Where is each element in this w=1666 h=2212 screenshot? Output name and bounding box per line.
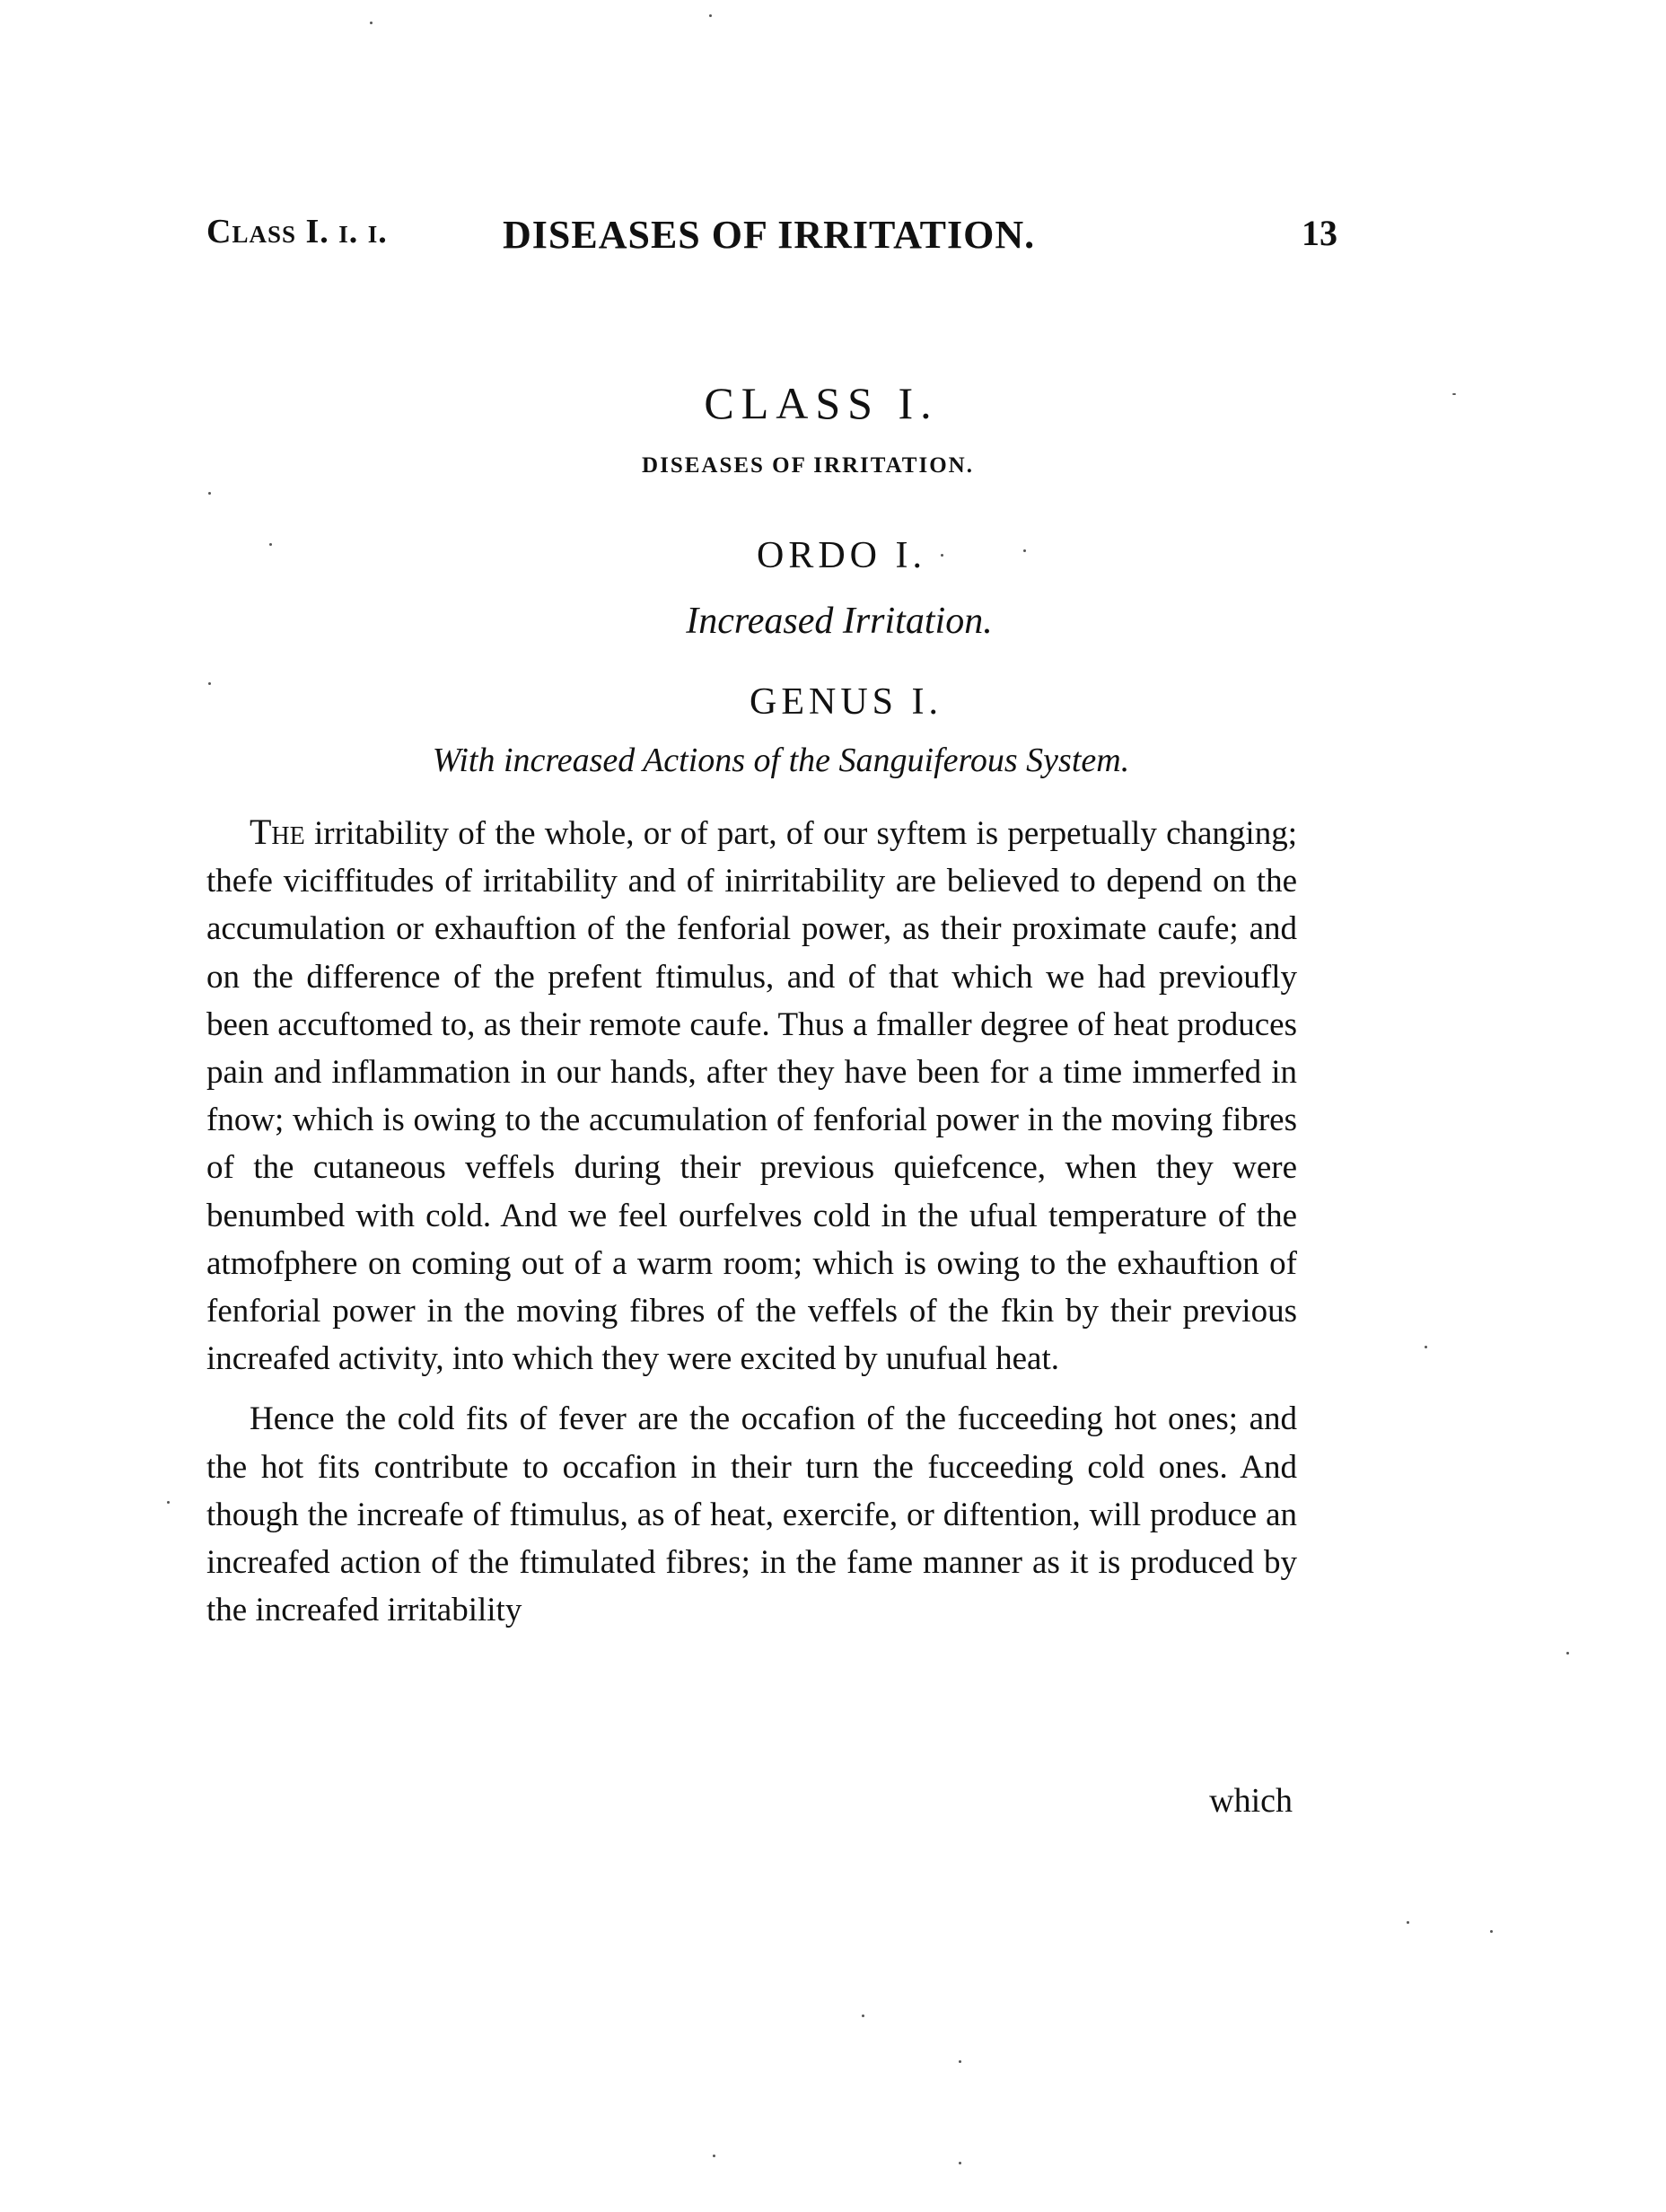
scan-speck [1490, 1930, 1493, 1933]
scan-speck [1023, 549, 1026, 552]
scan-speck [208, 682, 211, 685]
scan-speck [959, 2162, 961, 2164]
scan-speck [713, 2155, 715, 2157]
paragraph [206, 808, 1297, 1382]
catchword: which [1209, 1782, 1293, 1820]
paragraph [206, 1395, 1297, 1634]
scan-speck [1452, 393, 1456, 395]
ordo-heading: ORDO I. [757, 535, 926, 576]
scan-speck [1425, 1346, 1427, 1348]
ordo-subheading: Increased Irritation. [686, 601, 993, 642]
running-head-section: Class I. i. i. [206, 213, 388, 250]
paragraph-text: Hence the cold fits of fever are the occafion of the fucceeding hot ones; and the hot fits contribute to occafion in their turn the fucceeding cold ones. And though the increafe of ftimulus, as of heat, exercife, or diftention, will produce an increafed action of the ftimulated fibres; in the fame manner as it is produced by the increafed irritability [206, 1400, 1297, 1629]
running-head [206, 212, 1337, 266]
scan-speck [862, 2014, 864, 2017]
paragraph-text: irritability of the whole, or of part, of our syftem is perpetually changing; thefe viciffitudes of irritability and of inirritability are believed to depend on the accumulation or exhauftion of the fenforial power, as their proximate caufe; and on the difference of the prefent ftimulus, and of that which we had previoufly been accuftomed to, as their remote caufe. Thus a fmaller degree of heat produces pain and inflammation in our hands, after they have been for a time immerfed in fnow; which is owing to the accumulation of fenforial power in the moving fibres of the cutaneous veffels during their previous quiefcence, when they were benumbed with cold. And we feel ourfelves cold in the ufual temperature of the atmofphere on coming out of a warm room; which is owing to the exhauftion of fenforial power in the moving fibres of the veffels of the fkin by their previous increafed activity, into which they were excited by unufual heat. [206, 815, 1297, 1378]
scan-speck [370, 22, 373, 24]
genus-heading: GENUS I. [750, 681, 943, 723]
scan-speck [709, 14, 712, 17]
class-heading: CLASS I. [704, 378, 939, 428]
page-number: 13 [1302, 213, 1337, 253]
scan-speck [269, 543, 272, 546]
class-subheading: DISEASES OF IRRITATION. [642, 453, 974, 478]
genus-subheading: With increased Actions of the Sanguiferous System. [432, 742, 1130, 779]
scan-speck [1407, 1921, 1409, 1924]
paragraph-lead-word: The [250, 812, 305, 852]
scan-speck [941, 554, 943, 557]
scan-speck [959, 2060, 961, 2063]
scan-speck [1566, 1652, 1569, 1655]
scan-speck [208, 492, 211, 495]
body-text [206, 808, 1297, 1634]
running-head-title: DISEASES OF IRRITATION. [503, 213, 1036, 257]
scan-speck [167, 1501, 170, 1504]
